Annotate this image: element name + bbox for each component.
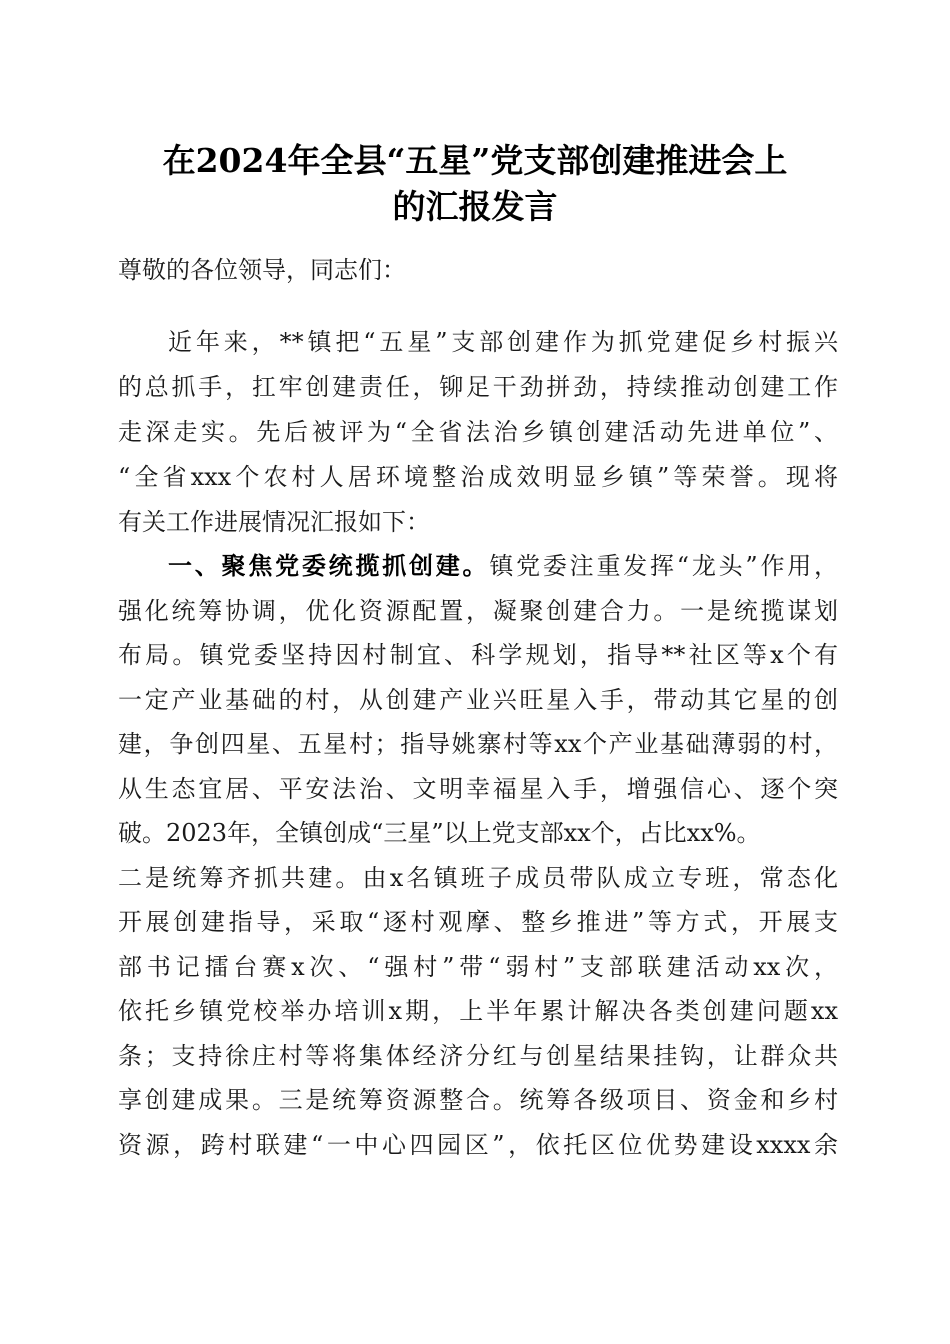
document-title-line-2: 的汇报发言 [392, 187, 558, 226]
intro-line: 的总抓手，扛牢创建责任，铆足干劲拼劲，持续推动创建工作 [118, 373, 838, 401]
body-line: 一定产业基础的村，从创建产业兴旺星入手，带动其它星的创 [118, 686, 838, 714]
intro-line: 近年来，**镇把“五星”支部创建作为抓党建促乡村振兴 [168, 328, 838, 356]
body-line: 二是统筹齐抓共建。由x名镇班子成员带队成立专班，常态化 [118, 864, 838, 892]
section-1-heading: 一、聚焦党委统揽抓创建。 [168, 551, 490, 580]
body-line: 开展创建指导，采取“逐村观摩、整乡推进”等方式，开展支 [118, 908, 838, 936]
body-line: 享创建成果。三是统筹资源整合。统筹各级项目、资金和乡村 [118, 1086, 838, 1114]
section-1-first-line-text: 镇党委注重发挥“龙头”作用， [489, 552, 838, 580]
intro-line: 有关工作进展情况汇报如下： [118, 508, 430, 536]
body-line: 部书记擂台赛x次、“强村”带“弱村”支部联建活动xx次， [118, 953, 838, 981]
body-line: 资源，跨村联建“一中心四园区”，依托区位优势建设xxxx余 [118, 1131, 838, 1159]
body-line: 建，争创四星、五星村；指导姚寨村等xx个产业基础薄弱的村， [118, 730, 838, 758]
body-line: 布局。镇党委坚持因村制宜、科学规划，指导**社区等x个有 [118, 641, 838, 669]
salutation: 尊敬的各位领导，同志们： [118, 256, 406, 284]
document-title-line-1: 在2024年全县“五星”党支部创建推进会上 [162, 141, 788, 180]
section-1-first-line [168, 551, 838, 581]
body-line: 破。2023年，全镇创成“三星”以上党支部xx个，占比xx%。 [118, 819, 761, 847]
intro-line: “全省xxx个农村人居环境整治成效明显乡镇”等荣誉。现将 [118, 463, 838, 491]
body-line: 强化统筹协调，优化资源配置，凝聚创建合力。一是统揽谋划 [118, 597, 838, 625]
intro-line: 走深走实。先后被评为“全省法治乡镇创建活动先进单位”、 [118, 418, 838, 446]
body-line: 条；支持徐庄村等将集体经济分红与创星结果挂钩，让群众共 [118, 1042, 838, 1070]
body-line: 从生态宜居、平安法治、文明幸福星入手，增强信心、逐个突 [118, 775, 838, 803]
body-line: 依托乡镇党校举办培训x期，上半年累计解决各类创建问题xx [118, 997, 838, 1025]
